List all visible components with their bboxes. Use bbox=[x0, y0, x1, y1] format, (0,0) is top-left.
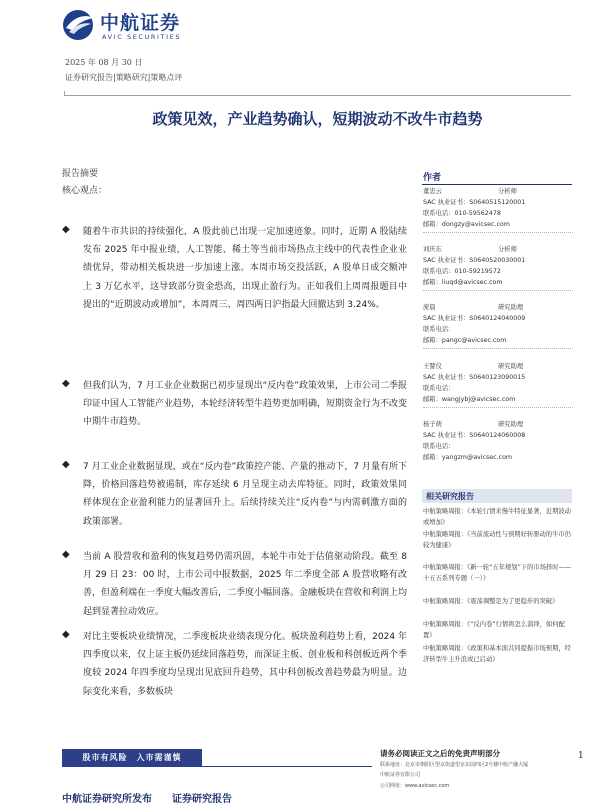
author-phone: 联系电话： bbox=[423, 443, 455, 450]
author-email[interactable]: 邮箱：liuqd@avicsec.com bbox=[423, 279, 503, 286]
bullet-text: 7 月工业企业数据显现，或在“反内卷”政策控产能、产量的推动下，7 月量有所下降，价格回落趋势被遏制，库存延续 6 月呈现主动去库特征。同时，政策效果同样体现在企业盈利能力的显著回升上。后续持续关注“反内卷”与内需刺激方面的政策部署。 bbox=[83, 462, 407, 527]
footer-divider bbox=[62, 766, 372, 767]
related-report-link[interactable]: 中航策略周报：《本轮行情来慢牛特征显著，近期波动或增加》 bbox=[423, 508, 571, 526]
footer-address: 联系地址：北京市朝阳区望京街道望京东园四区2号楼中航产融大厦 bbox=[380, 762, 529, 768]
author-email[interactable]: 邮箱：pangc@avicsec.com bbox=[423, 337, 507, 344]
author-sac: SAC 执业证书：S0640515120001 bbox=[423, 199, 526, 206]
related-reports-label: 相关研究报告 bbox=[426, 492, 474, 501]
author-role: 分析师 bbox=[498, 246, 517, 253]
report-date: 2025 年 08 月 30 日 bbox=[65, 58, 143, 67]
bullet-text: 随着牛市共识的持续强化，A 股此前已出现一定加速迹象。同时，近期 A 股陆续发布 2025 年中报业绩，人工智能、稀土等当前市场热点主线中的代表性企业业绩优异，带动相关板块进一步加速上涨。本周市场交投活跃，A 股单日成交额冲上 3 万亿水平，这导致部分资金恐高，出现止盈行为。正如我们上周周报题目中提出的“近期波动或增加”，本周周三、周四两日沪指最大回撤达到 3.24%。 bbox=[83, 227, 407, 310]
brand-name-cn: 中航证券 bbox=[100, 12, 181, 34]
author-name: 王譬仪 bbox=[423, 363, 442, 370]
authors-heading: 作者 bbox=[423, 173, 442, 183]
bullet-item bbox=[62, 223, 407, 314]
author-role: 研究助理 bbox=[498, 304, 524, 311]
diamond-bullet-icon: ◆ bbox=[62, 459, 70, 470]
author-divider bbox=[423, 290, 573, 291]
author-name: 董忠云 bbox=[423, 188, 442, 195]
diamond-bullet-icon: ◆ bbox=[62, 629, 70, 640]
authors-divider bbox=[422, 184, 572, 185]
author-sac: SAC 执业证书：S0640124060008 bbox=[423, 432, 526, 439]
page-number: 1 bbox=[578, 751, 584, 761]
summary-label: 报告摘要 bbox=[62, 169, 99, 179]
author-sac: SAC 执业证书：S0640520030001 bbox=[423, 257, 526, 264]
author-phone: 联系电话： bbox=[423, 385, 455, 392]
disclaimer-notice: 请务必阅读正文之后的免责声明部分 bbox=[380, 749, 500, 758]
author-email[interactable]: 邮箱：wangjybj@avicsec.com bbox=[423, 396, 516, 403]
author-card bbox=[423, 186, 573, 233]
author-card bbox=[423, 419, 573, 463]
author-divider bbox=[423, 232, 573, 233]
breadcrumb: 证券研究报告|策略研究|策略点评 bbox=[65, 73, 183, 82]
related-report-link[interactable]: 中航策略周报：《当前流动性与预期好转驱动的牛市仍较为健康》 bbox=[423, 531, 571, 549]
company-logo bbox=[60, 8, 205, 44]
author-divider bbox=[423, 348, 573, 349]
bullet-item bbox=[62, 377, 407, 432]
page-title: 政策见效，产业趋势确认，短期波动不改牛市趋势 bbox=[152, 110, 483, 128]
author-card bbox=[423, 244, 573, 291]
author-card bbox=[423, 302, 573, 349]
author-role: 研究助理 bbox=[498, 421, 524, 428]
author-sac: SAC 执业证书：S0640124040009 bbox=[423, 315, 526, 322]
header-divider bbox=[64, 95, 571, 96]
avic-emblem-icon bbox=[60, 8, 98, 42]
footer-website[interactable]: 公司网址：www.avicsec.com bbox=[380, 783, 450, 789]
related-report-link[interactable]: 中航策略周报：《新一轮“五年规划”下的市场择时——十五五系列专题（一）》 bbox=[423, 564, 572, 582]
risk-warning-badge bbox=[62, 749, 202, 766]
publisher-banner: 中航证券研究所发布 证券研究报告 bbox=[62, 794, 232, 805]
diamond-bullet-icon: ◆ bbox=[62, 378, 70, 389]
author-divider bbox=[423, 407, 573, 408]
bullet-item bbox=[62, 458, 407, 531]
core-view-label: 核心观点： bbox=[62, 186, 108, 196]
author-phone: 联系电话： bbox=[423, 326, 455, 333]
author-card bbox=[423, 361, 573, 408]
related-reports-heading bbox=[422, 489, 572, 503]
author-phone: 联系电话：010-59219572 bbox=[423, 268, 501, 275]
author-phone: 联系电话：010-59562478 bbox=[423, 210, 501, 217]
related-report-link[interactable]: 中航策略周报：《震荡调整是为了更稳步的突破》 bbox=[423, 598, 559, 605]
author-name: 杨子萌 bbox=[423, 421, 442, 428]
author-email[interactable]: 邮箱：yangzm@avicsec.com bbox=[423, 454, 513, 461]
brand-name-en: AVIC SECURITIES bbox=[102, 33, 182, 41]
author-name: 庞晨 bbox=[423, 304, 436, 311]
bullet-item bbox=[62, 628, 407, 701]
related-report-link[interactable]: 中航策略周报：《政策和基本面共同提振市场预期，经济转型牛主升浪或已启动》 bbox=[423, 645, 571, 663]
bullet-text: 当前 A 股营收和盈利的恢复趋势仍需巩固，本轮牛市处于估值驱动阶段。截至 8 月 29 日 23：00 时，上市公司中报数据，2025 年二季度全部 A 股营收略有改善，但盈利端在一季度大幅改善后，二季度小幅回落。金融板块在营收和利润上均起到显著拉动效应。 bbox=[83, 552, 408, 617]
related-report-link[interactable]: 中航策略周报：《“反内卷”行情将怎么演绎，如何配置》 bbox=[423, 621, 565, 639]
author-email[interactable]: 邮箱：dongzy@avicsec.com bbox=[423, 221, 510, 228]
bullet-text: 对比主要板块业绩情况，二季度板块业绩表现分化。板块盈利趋势上看，2024 年四季度以来，仅上证主板仍延续回落趋势，而深证主板、创业板和科创板近两个季度较 2024 年四季度均呈现出见底回升趋势，其中科创板改善趋势最为明显。边际变化来看，多数板块 bbox=[83, 632, 408, 697]
bullet-text: 但我们认为，7 月工业企业数据已初步显现出“反内卷”政策效果，上市公司二季报印证中国人工智能产业趋势，本轮经济转型牛趋势更加明确，短期资金行为不改变中期牛市趋势。 bbox=[83, 381, 408, 428]
risk-warning-text: 股市有风险 入市需谨慎 bbox=[82, 753, 182, 762]
bullet-item bbox=[62, 548, 407, 621]
author-sac: SAC 执业证书：S0640123090015 bbox=[423, 374, 526, 381]
diamond-bullet-icon: ◆ bbox=[62, 224, 70, 235]
author-name: 刘庆东 bbox=[423, 246, 442, 253]
diamond-bullet-icon: ◆ bbox=[62, 549, 70, 560]
author-role: 研究助理 bbox=[498, 363, 524, 370]
footer-company: 中航证券有限公司 bbox=[380, 772, 421, 778]
author-role: 分析师 bbox=[498, 188, 517, 195]
